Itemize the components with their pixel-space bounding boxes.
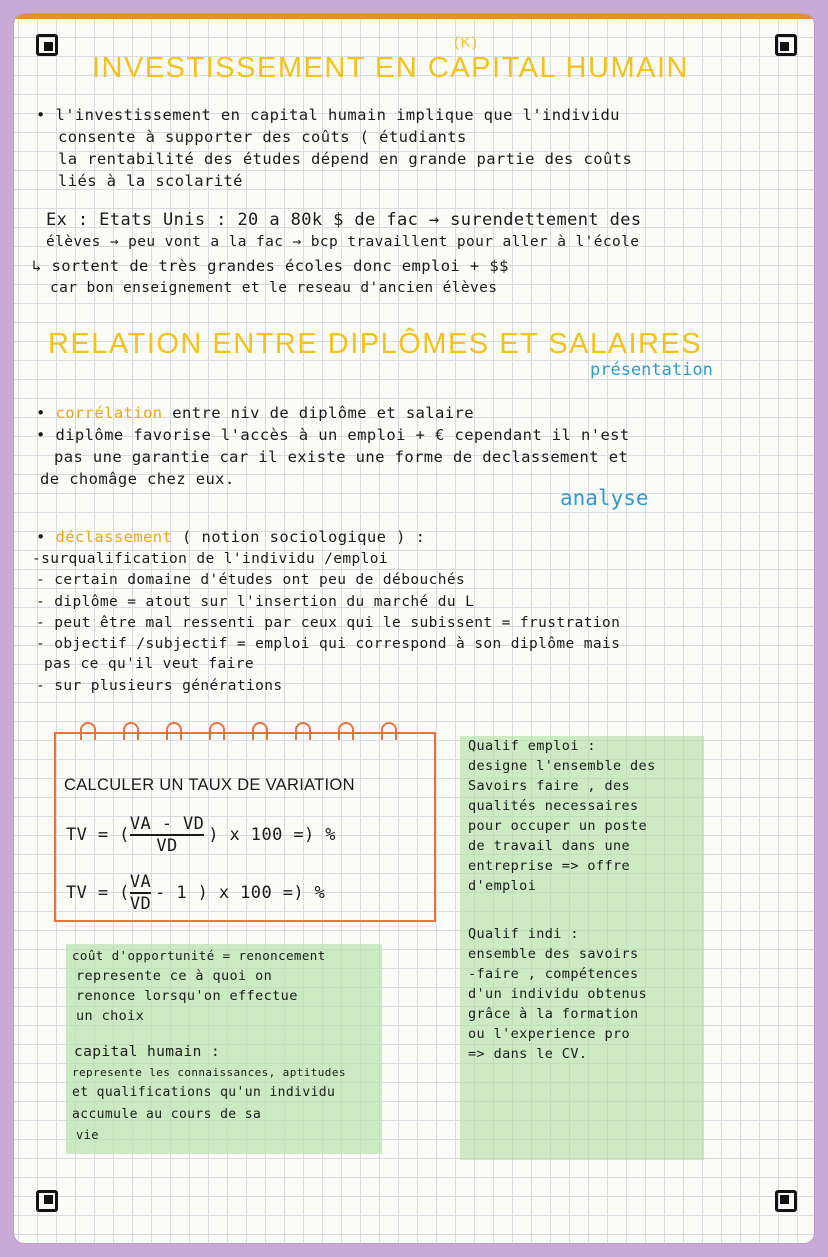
formula-2-fraction (130, 872, 151, 914)
spiral-ring-icon (338, 722, 354, 740)
note-line: represente ce à quoi on (76, 968, 273, 984)
correlation-rest: entre niv de diplôme et salaire (172, 404, 474, 422)
formula-1 (66, 814, 336, 856)
spiral-ring-icon (166, 722, 182, 740)
correlation-word: corrélation (55, 404, 163, 422)
corner-mark-icon (775, 34, 797, 56)
declassement-point: - objectif /subjectif = emploi qui correspond à son diplôme mais (36, 636, 621, 652)
declassement-point: -surqualification de l'individu /emploi (32, 551, 389, 567)
declassement-point: - certain domaine d'études ont peu de débouchés (36, 572, 466, 588)
diploma-line: de chomâge chez eux. (40, 470, 235, 488)
formula-box (54, 732, 436, 922)
orange-top-line (14, 14, 814, 19)
formula-2-lhs: TV = ( (66, 883, 130, 903)
note-line: d'emploi (468, 878, 537, 894)
formula-1-den: VD (156, 836, 178, 856)
formula-1-num: VA - VD (129, 814, 205, 834)
page-title: INVESTISSEMENT EN CAPITAL HUMAIN (92, 52, 689, 84)
declassement-point: pas ce qu'il veut faire (44, 656, 254, 672)
note-line: capital humain : (74, 1044, 221, 1060)
note-line: qualités necessaires (468, 798, 639, 814)
formula-2-den: VD (129, 894, 152, 914)
formula-2 (66, 872, 325, 914)
example-line: ↳ sortent de très grandes écoles donc emploi + $$ (32, 257, 509, 275)
intro-line: la rentabilité des études dépend en grande partie des coûts (58, 150, 633, 168)
diploma-line: pas une garantie car il existe une forme de declassement et (54, 448, 629, 466)
spiral-ring-icon (123, 722, 139, 740)
note-line: ou l'experience pro (468, 1026, 631, 1042)
formula-2-rhs: - 1 ) x 100 =) % (155, 883, 326, 903)
note-line: et qualifications qu'un individu (72, 1085, 336, 1100)
spiral-ring-icon (381, 722, 397, 740)
notebook-page (14, 14, 814, 1243)
formula-1-rhs: ) x 100 =) % (208, 825, 336, 845)
declassement-line: • déclassement ( notion sociologique ) : (36, 528, 426, 546)
declassement-point: - peut être mal ressenti par ceux qui le subissent = frustration (36, 615, 621, 631)
section-title: RELATION ENTRE DIPLÔMES ET SALAIRES (48, 328, 703, 360)
note-line: Qualif emploi : (468, 738, 596, 754)
note-line: pour occuper un poste (468, 818, 648, 834)
note-line: represente les connaissances, aptitudes (72, 1066, 346, 1079)
spiral-ring-icon (209, 722, 225, 740)
spiral-ring-icon (295, 722, 311, 740)
label-presentation: présentation (590, 360, 713, 380)
example-line: élèves → peu vont a la fac → bcp travaillent pour aller à l'école (46, 234, 640, 250)
intro-line: • l'investissement en capital humain implique que l'individu (36, 106, 620, 124)
note-line: grâce à la formation (468, 1006, 639, 1022)
example-line: car bon enseignement et le reseau d'ancien élèves (50, 280, 498, 296)
note-line: coût d'opportunité = renoncement (72, 948, 326, 963)
corner-mark-icon (36, 34, 58, 56)
diploma-line: • diplôme favorise l'accès à un emploi + € cependant il n'est (36, 426, 630, 444)
corner-mark-icon (775, 1190, 797, 1212)
note-line: d'un individu obtenus (468, 986, 648, 1002)
formula-box-title: CALCULER UN TAUX DE VARIATION (64, 776, 355, 794)
note-line: entreprise => offre (468, 858, 631, 874)
spiral-ring-icon (252, 722, 268, 740)
example-line: Ex : Etats Unis : 20 a 80k $ de fac → surendettement des (46, 210, 642, 230)
note-line: -faire , compétences (468, 966, 639, 982)
note-line: de travail dans une (468, 838, 631, 854)
spiral-ring-icon (80, 722, 96, 740)
intro-line: consente à supporter des coûts ( étudiants (58, 128, 467, 146)
note-line: => dans le CV. (468, 1046, 588, 1062)
note-line: vie (76, 1128, 99, 1142)
declassement-rest: ( notion sociologique ) : (182, 528, 426, 546)
formula-1-fraction (130, 814, 204, 856)
corner-mark-icon (36, 1190, 58, 1212)
note-line: Qualif indi : (468, 926, 579, 942)
note-line: ensemble des savoirs (468, 946, 639, 962)
formula-2-num: VA (129, 872, 152, 892)
declassement-point: - diplôme = atout sur l'insertion du marché du L (36, 594, 475, 610)
note-line: renonce lorsqu'on effectue (76, 988, 298, 1004)
title-mark: (K) (454, 34, 479, 51)
correlation-line: • corrélation entre niv de diplôme et salaire (36, 404, 474, 422)
note-line: Savoirs faire , des (468, 778, 631, 794)
intro-line: liés à la scolarité (58, 172, 243, 190)
formula-1-lhs: TV = ( (66, 825, 130, 845)
note-line: designe l'ensemble des (468, 758, 656, 774)
label-analyse: analyse (560, 486, 649, 510)
declassement-word: déclassement (55, 528, 173, 546)
declassement-point: - sur plusieurs générations (36, 678, 283, 694)
note-line: accumule au cours de sa (72, 1107, 262, 1122)
note-line: un choix (76, 1008, 145, 1024)
